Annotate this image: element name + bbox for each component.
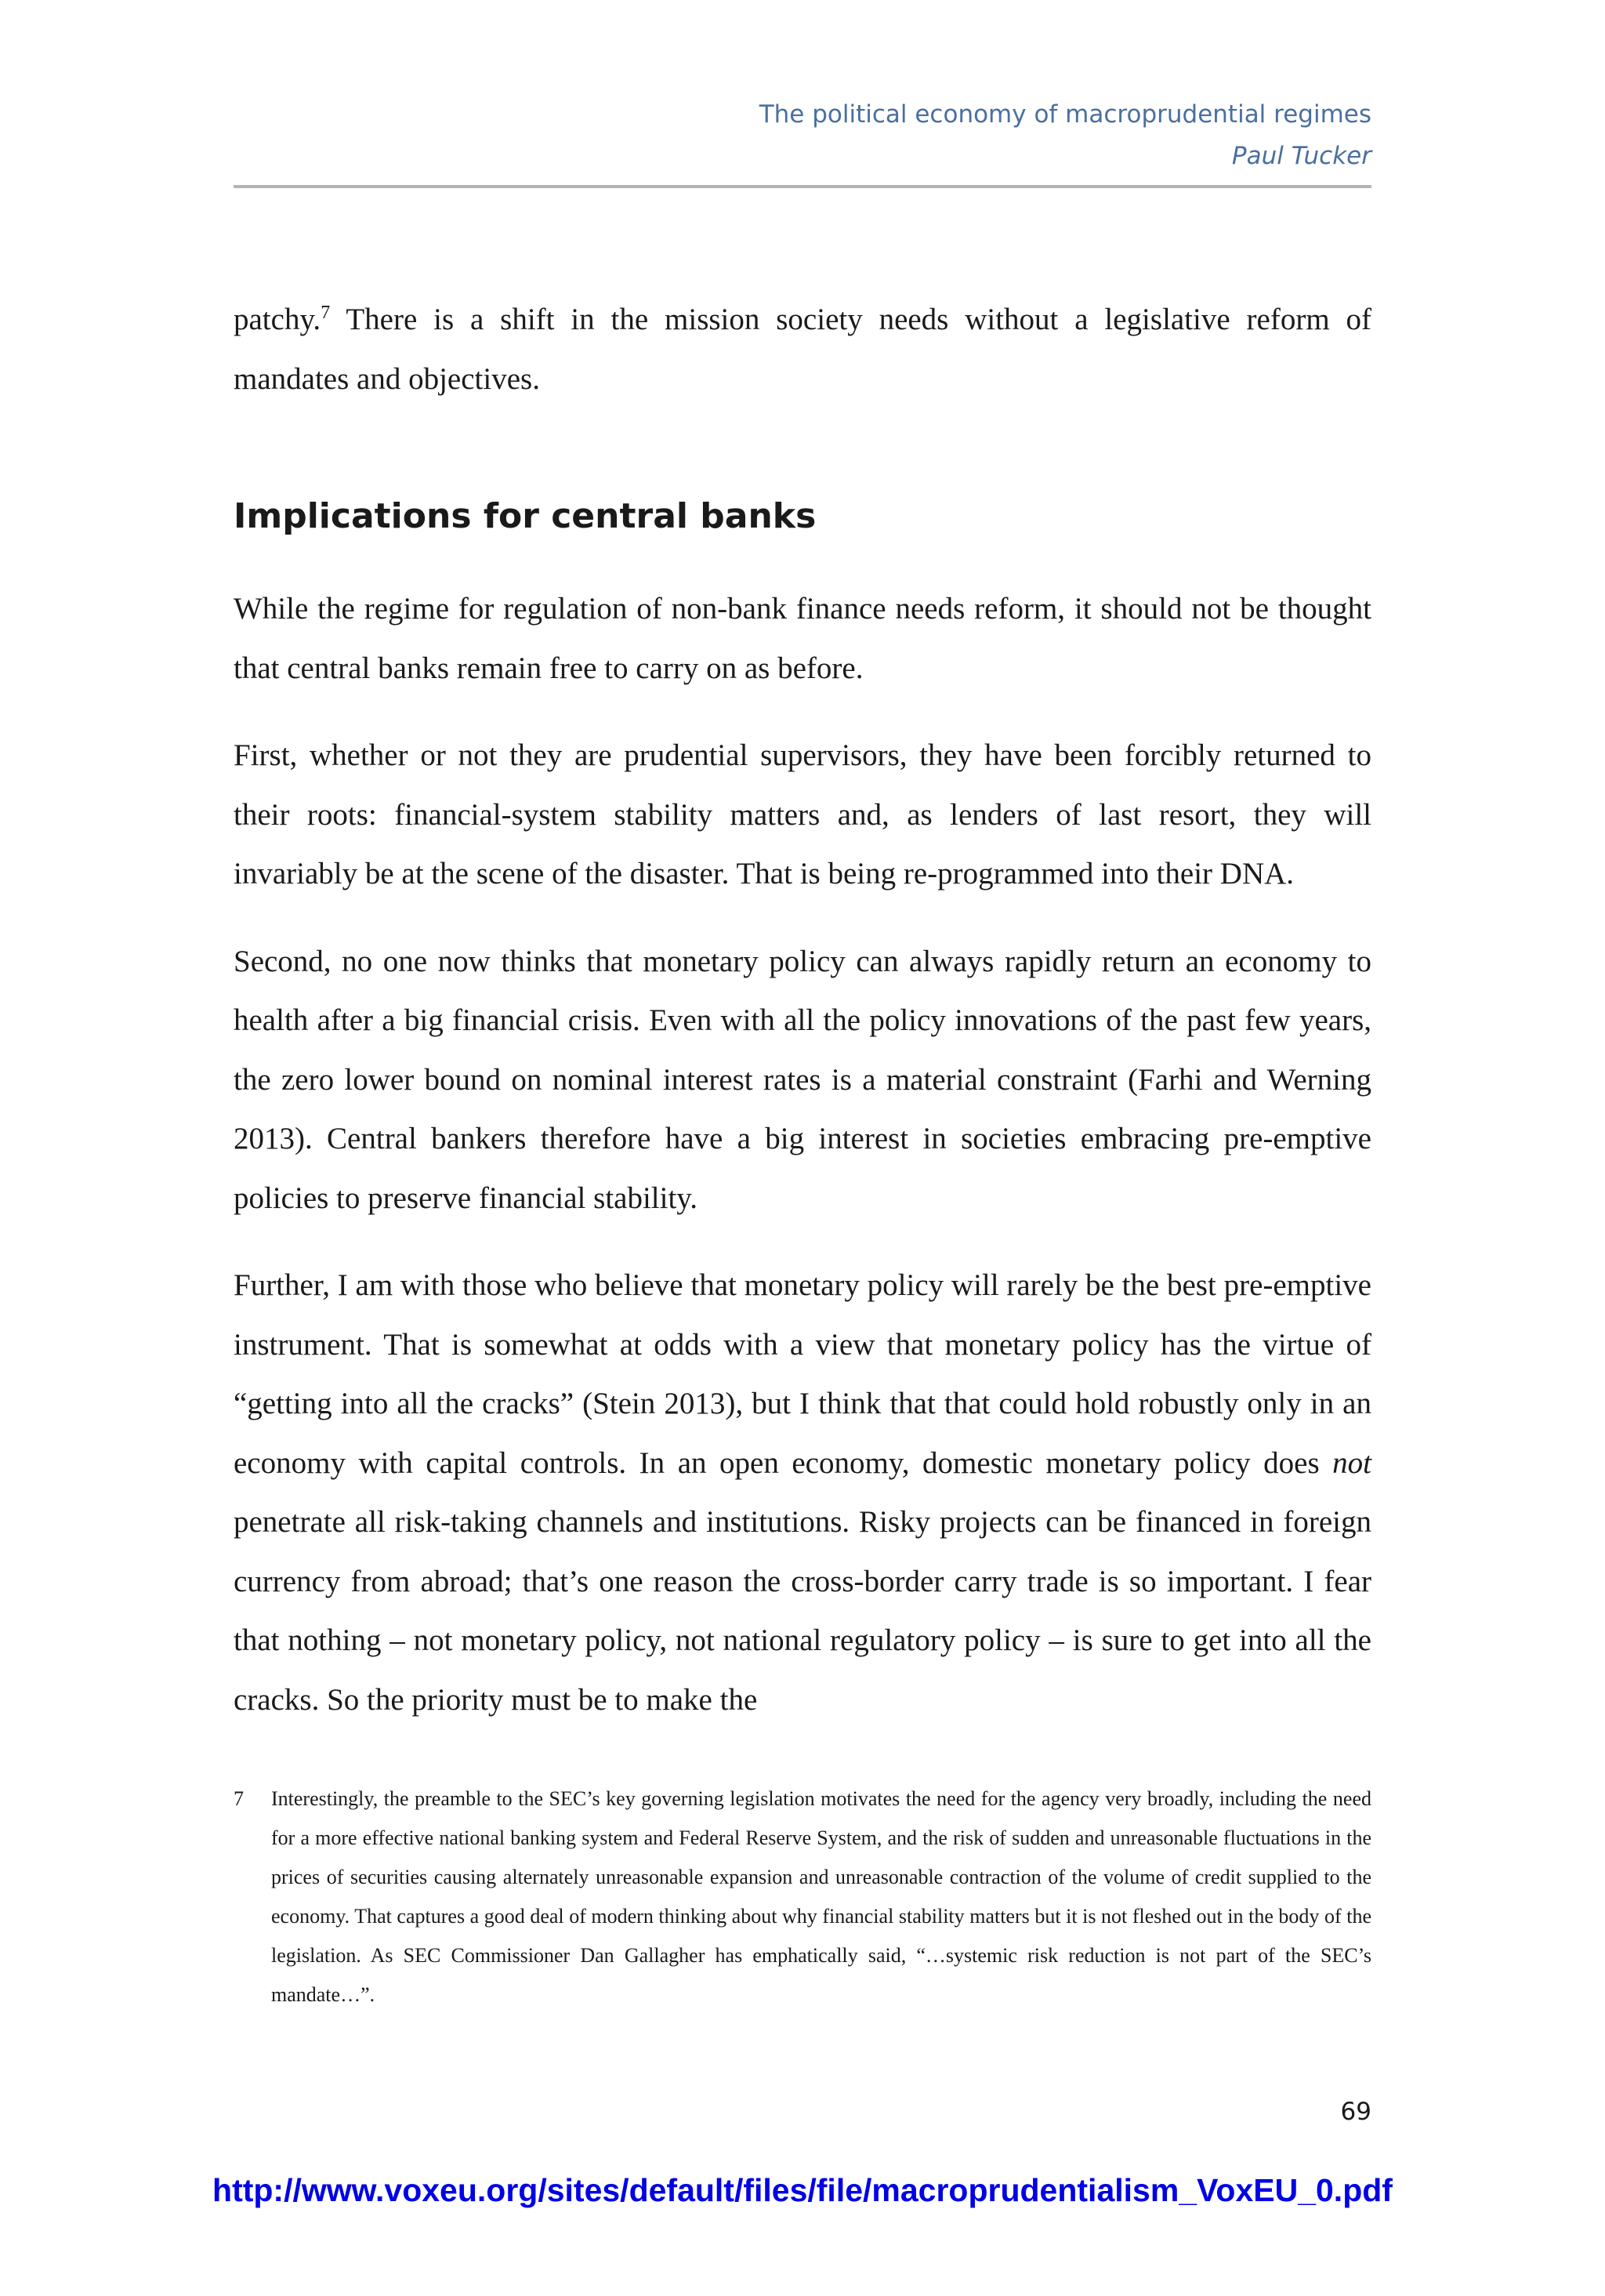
paragraph-4-end: penetrate all risk-taking channels and institutions. Risky projects can be financed in foreign currency from abroad; that’s one reason the cross-border carry trade is so important. I fear that nothing – not monetary policy, not national regulatory policy – is sure to get into all the cracks. So the priority must be to make the — [234, 1505, 1371, 1717]
paragraph-3: Second, no one now thinks that monetary policy can always rapidly return an economy to health after a big financial crisis. Even with all the policy innovations of the past few years, the zero lower bound on nominal interest rates is a material constraint (Farhi and Werning 2013). Central bankers therefore have a big interest in societies embracing pre-emptive policies to preserve financial stability. — [234, 944, 1371, 1215]
intro-paragraph — [234, 290, 1371, 408]
paragraph-4-start: Further, I am with those who believe that monetary policy will rarely be the best pre-emptive instrument. That is somewhat at odds with a view that monetary policy has the virtue of “getting into all the cracks” (Stein 2013), but I think that that could hold robustly only in an economy with capital controls. In an open economy, domestic monetary policy does — [234, 1268, 1371, 1480]
intro-text-start: patchy. — [234, 303, 321, 336]
footnote-reference[interactable]: 7 — [321, 303, 331, 323]
footnote-number: 7 — [234, 1787, 244, 1810]
section-heading: Implications for central banks — [234, 496, 817, 536]
intro-text-end: There is a shift in the mission society needs without a legislative reform of mandates and objectives. — [234, 303, 1371, 396]
footnote — [234, 1779, 1371, 2015]
paragraph-2: First, whether or not they are prudential supervisors, they have been forcibly returned to their roots: financial-system stability matters and, as lenders of last resort, they will invariably be at the scene of the disaster. That is being re-programmed into their DNA. — [234, 738, 1371, 890]
footnote-text: Interestingly, the preamble to the SEC’s key governing legislation motivates the need for the agency very broadly, including the need for a more effective national banking system and Federal Reserve System, and the risk of sudden and unreasonable fluctuations in the prices of securities causing alternately unreasonable expansion and unreasonable contraction of the volume of credit supplied to the economy. That captures a good deal of modern thinking about why financial stability matters but it is not fleshed out in the body of the legislation. As SEC Commissioner Dan Gallagher has emphatically said, “…systemic risk reduction is not part of the SEC’s mandate…”. — [271, 1787, 1371, 2006]
page-number: 69 — [1340, 2098, 1371, 2126]
header-author: Paul Tucker — [1231, 142, 1371, 170]
running-header — [234, 92, 1371, 176]
source-url-link[interactable]: http://www.voxeu.org/sites/default/files/file/macroprudentialism_VoxEU_0.pdf — [212, 2172, 1393, 2208]
emphasis-not: not — [1332, 1445, 1371, 1480]
main-body — [234, 290, 1371, 1757]
header-divider — [234, 185, 1371, 188]
header-title: The political economy of macroprudential regimes — [759, 100, 1371, 129]
paragraph-4 — [234, 1256, 1371, 1729]
paragraph-1: While the regime for regulation of non-bank finance needs reform, it should not be thought that central banks remain free to carry on as before. — [234, 592, 1371, 685]
